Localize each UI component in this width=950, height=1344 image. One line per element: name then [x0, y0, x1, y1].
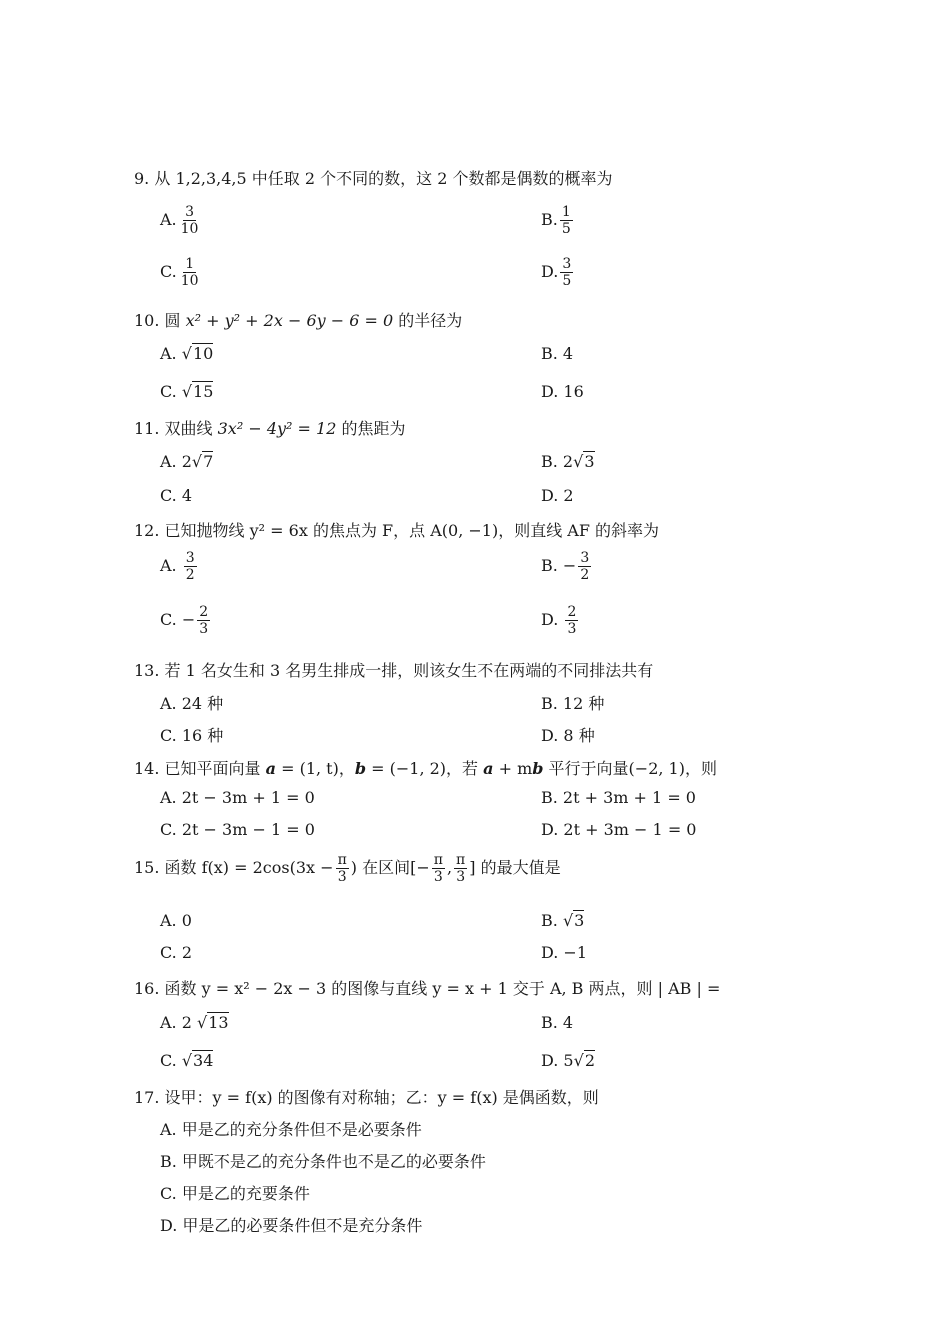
- q11-option-d: D. 2: [541, 486, 574, 505]
- question-10: 10. 圆 x² + y² + 2x − 6y − 6 = 0 的半径为: [134, 311, 463, 330]
- fraction: $\frac{3}{2}$: [185, 550, 195, 584]
- question-16: 16. 函数 y = x² − 2x − 3 的图像与直线 y = x + 1 交于 A, B 两点，则 | AB | =: [134, 979, 721, 998]
- question-12: 12. 已知抛物线 y² = 6x 的焦点为 F，点 A(0, −1)，则直线 AF 的斜率为: [134, 521, 660, 540]
- fraction: $\frac{2}{3}$: [199, 604, 209, 638]
- fraction: $\frac{3}{2}$: [580, 550, 590, 584]
- fraction-pi-over-3: $\frac{\pi}{3}$: [456, 852, 466, 886]
- question-14: 14. 已知平面向量 a = (1, t)，b = (−1, 2)，若 a + mb 平行于向量(−2, 1)，则: [134, 759, 717, 778]
- q14-option-c: C. 2t − 3m − 1 = 0: [160, 820, 315, 839]
- q11-option-b: B. 2√3: [541, 452, 595, 471]
- q17-option-d: D. 甲是乙的必要条件但不是充分条件: [160, 1216, 423, 1235]
- fraction: $\frac{3}{10}$: [180, 204, 199, 238]
- question-15: 15. 函数 f(x) = 2cos(3x − $\frac{\pi}{3}$ ) 在区间[− $\frac{\pi}{3}$ , $\frac{\pi}{3}$ ] 的最大值是: [134, 852, 561, 886]
- q15-option-c: C. 2: [160, 943, 193, 962]
- q17-option-b: B. 甲既不是乙的充分条件也不是乙的必要条件: [160, 1152, 486, 1171]
- q9-option-b: B. $\frac{1}{5}$: [541, 204, 571, 238]
- q17-option-c: C. 甲是乙的充要条件: [160, 1184, 310, 1203]
- q15-option-a: A. 0: [160, 911, 192, 930]
- q12-option-d: D. $\frac{2}{3}$: [541, 604, 577, 638]
- q13-option-d: D. 8 种: [541, 726, 595, 745]
- q14-option-d: D. 2t + 3m − 1 = 0: [541, 820, 697, 839]
- q12-option-c: C. − $\frac{2}{3}$: [160, 604, 209, 638]
- q13-option-c: C. 16 种: [160, 726, 224, 745]
- q16-option-d: D. 5√2: [541, 1051, 595, 1070]
- q12-option-b: B. − $\frac{3}{2}$: [541, 550, 590, 584]
- q16-option-a: A. 2 √13: [160, 1013, 229, 1032]
- question-13: 13. 若 1 名女生和 3 名男生排成一排，则该女生不在两端的不同排法共有: [134, 661, 654, 680]
- q14-option-a: A. 2t − 3m + 1 = 0: [160, 788, 315, 807]
- q9-option-a: A. $\frac{3}{10}$: [160, 204, 199, 238]
- q15-option-b: B. √3: [541, 911, 585, 930]
- question-11: 11. 双曲线 3x² − 4y² = 12 的焦距为: [134, 419, 406, 438]
- q9-option-d: D. $\frac{3}{5}$: [541, 256, 572, 290]
- q17-option-a: A. 甲是乙的充分条件但不是必要条件: [160, 1120, 422, 1139]
- question-9: 9. 从 1,2,3,4,5 中任取 2 个不同的数，这 2 个数都是偶数的概率为: [134, 169, 613, 188]
- q15-option-d: D. −1: [541, 943, 588, 962]
- q14-option-b: B. 2t + 3m + 1 = 0: [541, 788, 696, 807]
- fraction-pi-over-3: $\frac{\pi}{3}$: [433, 852, 443, 886]
- fraction: $\frac{1}{5}$: [561, 204, 571, 238]
- q13-option-a: A. 24 种: [160, 694, 224, 713]
- q16-option-b: B. 4: [541, 1013, 574, 1032]
- q10-option-c: C. √15: [160, 382, 214, 401]
- fraction: $\frac{1}{10}$: [180, 256, 199, 290]
- fraction: $\frac{3}{5}$: [562, 256, 572, 290]
- q10-option-b: B. 4: [541, 344, 574, 363]
- fraction: $\frac{2}{3}$: [567, 604, 577, 638]
- q16-option-c: C. √34: [160, 1051, 214, 1070]
- q12-option-a: A. $\frac{3}{2}$: [160, 550, 195, 584]
- q10-option-a: A. √10: [160, 344, 214, 363]
- q11-option-a: A. 2√7: [160, 452, 214, 471]
- q10-option-d: D. 16: [541, 382, 584, 401]
- q9-option-c: C. $\frac{1}{10}$: [160, 256, 199, 290]
- q11-option-c: C. 4: [160, 486, 193, 505]
- question-17: 17. 设甲：y = f(x) 的图像有对称轴；乙：y = f(x) 是偶函数，则: [134, 1088, 599, 1107]
- fraction-pi-over-3: $\frac{\pi}{3}$: [337, 852, 347, 886]
- q13-option-b: B. 12 种: [541, 694, 605, 713]
